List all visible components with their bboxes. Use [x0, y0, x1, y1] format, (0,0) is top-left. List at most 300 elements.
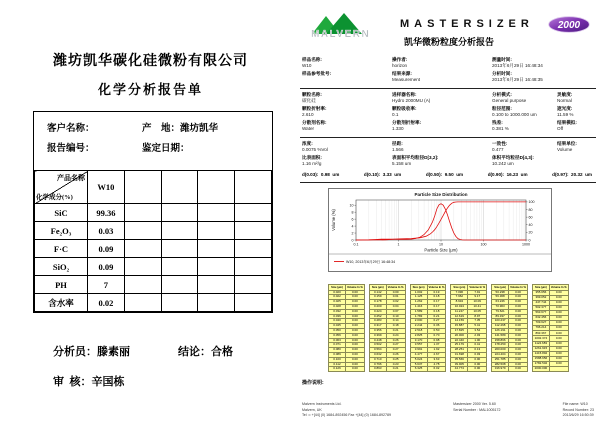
volume-cell: 0.13: [468, 348, 487, 353]
size-cell: 2000.000: [532, 366, 549, 371]
size-cell: 89.337: [492, 314, 509, 319]
size-cell: 2.518: [410, 328, 427, 333]
volume-cell: 0.00: [549, 321, 568, 326]
info-field: [302, 155, 392, 167]
field-label: 比表面积:: [302, 154, 322, 160]
volume-cell: 0.18: [427, 295, 446, 300]
origin-value: 潍坊凯华: [180, 124, 219, 134]
value-cell: [235, 258, 272, 276]
chemical-analysis-report: [8, 50, 293, 389]
size-cell: 1.262: [410, 300, 427, 305]
report-footer: [53, 343, 293, 389]
field-value: 0.100 to 1000.000 um: [492, 111, 537, 117]
volume-cell: 4.78: [427, 362, 446, 367]
svg-text:20: 20: [528, 230, 533, 235]
percentile-value: d(0.03): 0.98 um: [302, 171, 340, 177]
volume-cell: 0.23: [386, 362, 405, 367]
value-cell: [161, 294, 198, 312]
field-label: 结果来源:: [392, 70, 412, 76]
size-cell: 3.991: [410, 348, 427, 353]
size-header: Size (µm): [532, 284, 549, 290]
volume-cell: 0.26: [386, 352, 405, 357]
column-header: [161, 171, 198, 204]
size-cell: 6.325: [410, 367, 427, 372]
volume-cell: 0.00: [509, 343, 528, 348]
volume-cell: 3.63: [427, 357, 446, 362]
size-cell: 1415.892: [532, 351, 549, 356]
size-row: [410, 367, 446, 372]
size-cell: 399.052: [532, 295, 549, 300]
svg-text:Particle Size (µm): Particle Size (µm): [424, 247, 458, 253]
field-value: 0.0075 %Vol: [302, 146, 328, 152]
volume-cell: 0.00: [346, 309, 365, 314]
size-distribution-table: [491, 284, 528, 373]
size-row: [451, 367, 487, 372]
size-cell: 502.377: [532, 306, 549, 311]
size-cell: 44.774: [451, 367, 468, 372]
reviewer-label: 审 核：: [53, 376, 92, 388]
volume-header: Volume In %: [469, 285, 486, 289]
footer-left: [302, 402, 391, 418]
size-cell: 0.632: [369, 352, 386, 357]
volume-cell: 0.27: [386, 343, 405, 348]
volume-cell: 0.00: [509, 300, 528, 305]
info-field: [492, 71, 594, 83]
value-cell: [235, 222, 272, 240]
size-cell: 63.246: [492, 300, 509, 305]
footer-line: Mastersizer 2000 Ver. 5.60: [453, 402, 496, 407]
size-row: [329, 367, 365, 372]
size-distribution-table: [450, 284, 487, 373]
result-info-grid: [300, 56, 596, 170]
value-cell: 0.09: [88, 240, 125, 258]
size-cell: 0.126: [329, 367, 346, 372]
volume-cell: 0.00: [346, 290, 365, 295]
size-cell: 25.179: [451, 343, 468, 348]
analyst-name: 滕素丽: [97, 346, 130, 358]
field-value: 2013年6月29日 16:48:34: [492, 62, 543, 68]
table-row: [35, 222, 272, 240]
volume-cell: 2.03: [468, 333, 487, 338]
info-field: [392, 106, 492, 118]
field-value: Volume: [557, 146, 573, 152]
value-cell: [235, 276, 272, 294]
size-distribution-table: [328, 284, 365, 373]
svg-text:MALVERN: MALVERN: [311, 29, 371, 40]
component-name: 含水率: [35, 294, 88, 312]
size-cell: 100.237: [492, 319, 509, 324]
volume-cell: 0.00: [509, 324, 528, 329]
svg-text:W10, 2013年6月29日 16:48:34: W10, 2013年6月29日 16:48:34: [346, 259, 396, 264]
footer-right: [563, 402, 594, 418]
volume-cell: 0.00: [346, 314, 365, 319]
volume-cell: 2.67: [427, 352, 446, 357]
volume-cell: 0.00: [346, 295, 365, 300]
size-cell: 0.399: [369, 333, 386, 338]
size-cell: 15.887: [451, 324, 468, 329]
size-cell: 0.028: [329, 304, 346, 309]
analyst-label: 分析员：: [53, 346, 97, 358]
field-label: 结果单位:: [557, 140, 577, 146]
size-cell: 0.200: [369, 304, 386, 309]
value-cell: 0.02: [88, 294, 125, 312]
size-cell: 0.089: [329, 352, 346, 357]
volume-cell: 0.07: [386, 309, 405, 314]
volume-cell: 0.00: [549, 356, 568, 361]
info-field: [492, 106, 557, 118]
value-cell: [198, 222, 235, 240]
mastersizer-report: [300, 8, 596, 418]
volume-cell: [549, 366, 568, 371]
field-value: 10.242 um: [492, 160, 514, 166]
size-distribution-table: [410, 284, 447, 373]
size-cell: 7.096: [451, 290, 468, 295]
origin-label: 产 地：: [142, 124, 181, 134]
size-cell: 0.040: [329, 319, 346, 324]
size-cell: 893.367: [532, 331, 549, 336]
size-cell: 563.677: [532, 311, 549, 316]
size-cell: 12.619: [451, 314, 468, 319]
volume-cell: 0.98: [427, 338, 446, 343]
report-subtitle: 凯华微粉粒度分析报告: [404, 37, 495, 47]
size-cell: 0.063: [329, 338, 346, 343]
size-row: [369, 367, 405, 372]
volume-cell: 0.04: [386, 304, 405, 309]
svg-text:1000: 1000: [522, 242, 530, 247]
volume-cell: 0.00: [549, 361, 568, 366]
volume-cell: 8.97: [468, 314, 487, 319]
volume-cell: 6.02: [427, 367, 446, 372]
field-label: 样品名称:: [302, 57, 322, 62]
value-cell: [161, 222, 198, 240]
info-field: [392, 141, 492, 153]
info-field: [302, 141, 392, 153]
table-row: [35, 204, 272, 222]
footer-line: Malvern Instruments Ltd.: [302, 402, 342, 407]
value-cell: [198, 204, 235, 222]
svg-text:100: 100: [528, 199, 535, 204]
info-field: [302, 71, 392, 83]
size-cell: 796.214: [532, 326, 549, 331]
size-volume-tables: [328, 284, 596, 373]
volume-cell: 0.00: [346, 362, 365, 367]
size-cell: 0.056: [329, 333, 346, 338]
info-field: [557, 106, 594, 118]
size-cell: 8.934: [451, 300, 468, 305]
size-cell: 0.022: [329, 295, 346, 300]
value-cell: 7: [88, 276, 125, 294]
report-header: [300, 8, 596, 56]
info-field: [302, 120, 392, 132]
field-value: 5.158 um: [392, 160, 412, 166]
volume-cell: 0.26: [386, 338, 405, 343]
svg-text:0: 0: [351, 237, 354, 242]
field-value: Water: [302, 125, 315, 131]
divider: [300, 88, 596, 89]
svg-text:Volume (%): Volume (%): [331, 208, 336, 231]
info-field: [392, 57, 492, 69]
notes-label: 操作说明:: [302, 380, 324, 387]
value-cell: 0.09: [88, 258, 125, 276]
value-cell: [161, 204, 198, 222]
column-header: [235, 171, 272, 204]
volume-cell: 7.91: [468, 290, 487, 295]
footer-line: 2013/6/29 16:50:39: [562, 412, 594, 417]
info-field: [557, 141, 594, 153]
table-row: [35, 294, 272, 312]
volume-cell: 0.00: [509, 362, 528, 367]
component-name: F·C: [35, 240, 88, 258]
component-name: Fe₂O₃: [35, 222, 88, 240]
info-field: [392, 71, 492, 83]
field-label: 遮光度:: [557, 105, 573, 111]
size-header: Size (µm): [369, 284, 386, 290]
size-cell: 0.032: [329, 309, 346, 314]
size-header: Size (µm): [451, 284, 468, 290]
report-no-label: 报告编号：: [47, 144, 95, 154]
value-cell: [124, 258, 161, 276]
volume-cell: 0.00: [346, 304, 365, 309]
field-label: 分散剂名称:: [302, 119, 327, 125]
volume-cell: 0.00: [346, 367, 365, 372]
percentile-value: d(0.90): 16.23 um: [487, 171, 528, 177]
volume-cell: 0.00: [386, 290, 405, 295]
info-field: [492, 141, 557, 153]
percentile-value: d(0.10): 3.33 um: [363, 171, 402, 177]
size-cell: 126.191: [492, 328, 509, 333]
size-cell: 2.244: [410, 324, 427, 329]
field-label: 残差:: [492, 119, 503, 125]
composition-table: [34, 170, 272, 312]
footer-line: Malvern, UK: [302, 407, 322, 412]
size-header: Size (µm): [410, 284, 427, 290]
size-cell: 0.080: [329, 348, 346, 353]
size-cell: 0.224: [369, 309, 386, 314]
field-value: 0.477: [492, 146, 504, 152]
mastersizer-2000-badge: [548, 16, 590, 33]
volume-cell: 0.00: [346, 319, 365, 324]
particle-size-chart: [328, 188, 596, 277]
size-cell: 0.050: [329, 328, 346, 333]
size-cell: 224.404: [492, 352, 509, 357]
column-header: [198, 171, 235, 204]
field-value: W10: [302, 62, 312, 68]
size-cell: 22.440: [451, 338, 468, 343]
volume-cell: 0.00: [509, 348, 528, 353]
size-row: [492, 367, 528, 372]
svg-text:2: 2: [351, 230, 354, 235]
volume-cell: 0.50: [427, 328, 446, 333]
field-value: [557, 155, 594, 160]
size-cell: 17.825: [451, 328, 468, 333]
conclusion-value: 合格: [211, 346, 233, 358]
table-header-row: [35, 171, 272, 204]
svg-text:80: 80: [528, 207, 533, 212]
size-cell: 0.283: [369, 319, 386, 324]
svg-text:100: 100: [480, 242, 487, 247]
volume-cell: 10.09: [468, 300, 487, 305]
company-name: 潍坊凯华碳化硅微粉有限公司: [53, 54, 248, 69]
volume-cell: 0.00: [346, 338, 365, 343]
size-cell: 141.589: [492, 333, 509, 338]
size-cell: 0.564: [369, 348, 386, 353]
value-cell: [198, 240, 235, 258]
svg-text:60: 60: [528, 215, 533, 220]
value-cell: [161, 240, 198, 258]
field-value: Measurement: [392, 76, 421, 82]
volume-cell: 0.17: [427, 304, 446, 309]
size-cell: 0.100: [329, 357, 346, 362]
volume-cell: 0.00: [509, 295, 528, 300]
size-cell: 1124.683: [532, 341, 549, 346]
value-cell: [124, 222, 161, 240]
volume-cell: 0.00: [509, 309, 528, 314]
size-header: Size (µm): [329, 284, 346, 290]
volume-cell: 5.41: [468, 324, 487, 329]
info-field: [492, 92, 557, 104]
size-cell: 50.238: [492, 290, 509, 295]
value-cell: 0.03: [88, 222, 125, 240]
value-cell: [235, 204, 272, 222]
value-cell: [161, 258, 198, 276]
svg-text:0: 0: [528, 237, 531, 242]
volume-cell: 0.03: [468, 352, 487, 357]
date-label: 鉴定日期：: [142, 144, 190, 154]
volume-header: Volume In %: [347, 285, 363, 289]
field-value: General purpose: [492, 97, 527, 103]
field-label: 灵敏度:: [557, 91, 573, 97]
component-name: SiO₂: [35, 258, 88, 276]
volume-cell: 0.14: [386, 319, 405, 324]
percentile-value: d(0.50): 9.50 um: [425, 171, 464, 177]
volume-cell: 0.00: [468, 357, 487, 362]
volume-header: Volume In %: [550, 285, 567, 289]
volume-cell: 3.54: [468, 328, 487, 333]
value-cell: [235, 294, 272, 312]
info-field: [302, 106, 392, 118]
svg-text:10: 10: [439, 242, 443, 247]
volume-cell: 0.17: [427, 300, 446, 305]
chart-svg: [328, 188, 552, 272]
size-cell: 2.000: [410, 319, 427, 324]
field-value: 0.1: [392, 111, 399, 117]
value-cell: 99.36: [88, 204, 125, 222]
size-cell: 56.368: [492, 295, 509, 300]
size-cell: 158.866: [492, 338, 509, 343]
size-cell: 0.036: [329, 314, 346, 319]
volume-cell: 0.00: [509, 357, 528, 362]
malvern-logo-icon: [308, 12, 380, 40]
volume-header: Volume In %: [387, 285, 404, 289]
svg-text:2000: 2000: [557, 20, 581, 31]
size-cell: 0.448: [369, 338, 386, 343]
info-section: [300, 56, 596, 86]
info-field: [492, 155, 557, 167]
size-cell: 316.979: [492, 367, 509, 372]
volume-cell: 0.00: [346, 352, 365, 357]
field-label: 体积平均粒径D[4,3]:: [492, 154, 534, 160]
reviewer-name: 辛国栋: [91, 376, 125, 388]
volume-cell: 0.00: [509, 328, 528, 333]
footer-center: [453, 402, 500, 418]
size-cell: 0.893: [369, 367, 386, 372]
volume-cell: 1.92: [427, 348, 446, 353]
info-field: [557, 155, 594, 167]
field-label: 分析时间:: [492, 70, 512, 76]
volume-cell: 0.70: [427, 333, 446, 338]
size-cell: 14.159: [451, 319, 468, 324]
info-field: [392, 92, 492, 104]
size-cell: 1588.656: [532, 356, 549, 361]
field-value: horizon: [392, 62, 408, 68]
volume-cell: 0.00: [509, 290, 528, 295]
info-field: [492, 57, 594, 69]
field-value: 2.610: [302, 111, 314, 117]
info-field: [302, 57, 392, 69]
field-label: 操作者:: [392, 57, 408, 62]
field-label: 表面积平均粒径D[3,2]:: [392, 154, 439, 160]
volume-cell: 1.00: [468, 338, 487, 343]
volume-cell: 0.00: [549, 326, 568, 331]
size-cell: 20.000: [451, 333, 468, 338]
info-field: [557, 92, 594, 104]
volume-cell: 0.00: [346, 328, 365, 333]
value-cell: [161, 276, 198, 294]
size-cell: 1261.915: [532, 346, 549, 351]
footer-line: Serial Number : MAL1005172: [453, 407, 501, 412]
column-header: [124, 171, 161, 204]
field-label: 结果模拟:: [557, 119, 577, 125]
page-footer: [300, 402, 596, 418]
divider: [300, 137, 596, 138]
field-value: 2013年6月29日 16:48:35: [492, 76, 543, 82]
value-cell: [124, 294, 161, 312]
size-cell: 1.416: [410, 304, 427, 309]
field-value: [302, 77, 392, 82]
size-cell: 632.456: [532, 316, 549, 321]
size-cell: 709.627: [532, 321, 549, 326]
percentile-value: d(0.97): 20.32 um: [552, 171, 592, 177]
corner-label-product: 产品名称: [57, 174, 85, 182]
svg-text:1: 1: [397, 242, 400, 247]
info-field: [302, 92, 392, 104]
size-cell: 1.589: [410, 309, 427, 314]
volume-cell: 0.00: [509, 319, 528, 324]
volume-cell: 0.02: [386, 300, 405, 305]
size-cell: 0.159: [369, 295, 386, 300]
field-label: 颗粒吸收率:: [392, 105, 417, 111]
volume-cell: 0.00: [549, 336, 568, 341]
volume-cell: 0.00: [549, 301, 568, 306]
size-cell: 79.621: [492, 309, 509, 314]
size-distribution-table: [369, 284, 406, 373]
value-cell: [124, 240, 161, 258]
volume-cell: 0.27: [427, 319, 446, 324]
volume-cell: 0.00: [468, 367, 487, 372]
volume-cell: 0.00: [509, 333, 528, 338]
size-cell: 0.025: [329, 300, 346, 305]
size-cell: 1002.374: [532, 336, 549, 341]
size-cell: 0.356: [369, 328, 386, 333]
volume-cell: 0.10: [386, 314, 405, 319]
volume-header: Volume In %: [510, 285, 526, 289]
field-label: 分析模式:: [492, 91, 512, 97]
volume-cell: 0.21: [386, 367, 405, 372]
volume-cell: 0.00: [509, 367, 528, 372]
component-name: SiC: [35, 204, 88, 222]
svg-text:8: 8: [351, 210, 354, 215]
svg-text:10: 10: [349, 203, 354, 208]
